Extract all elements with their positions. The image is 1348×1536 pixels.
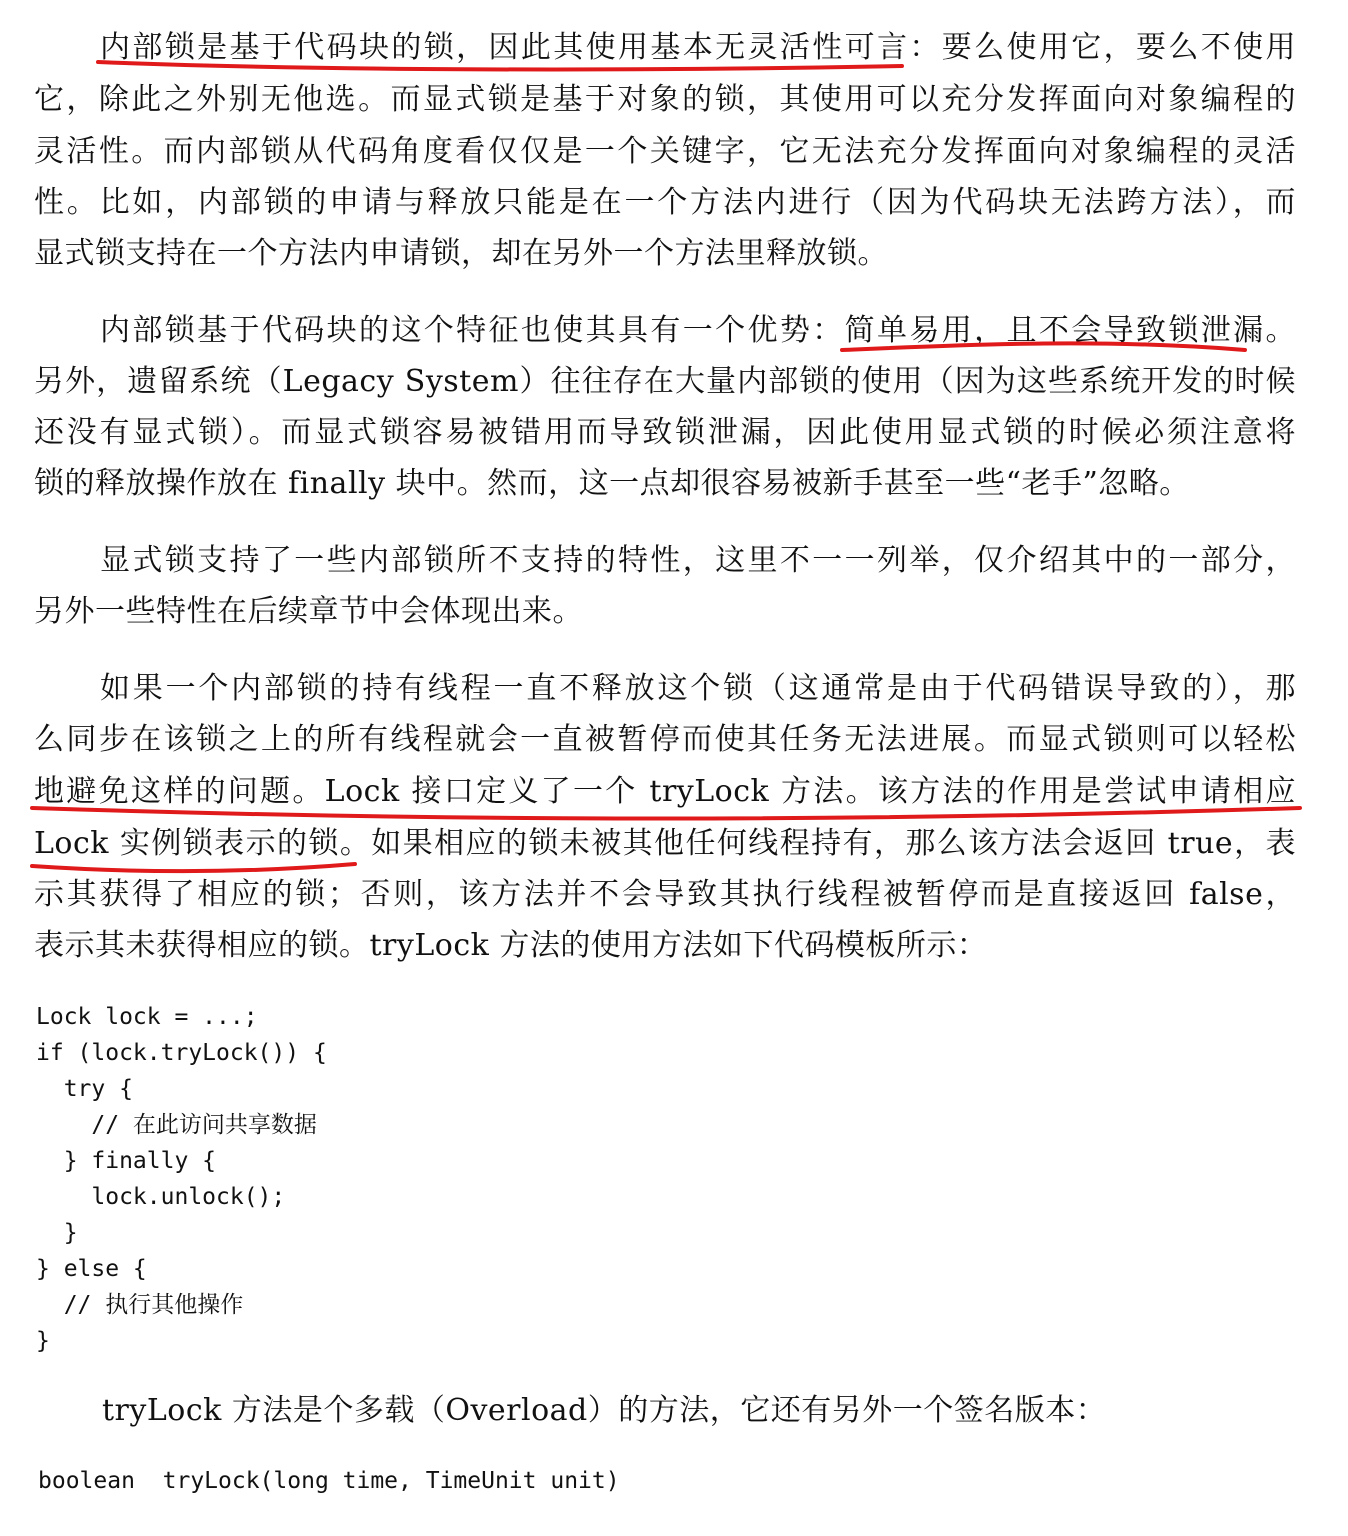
text-line: 显式锁支持了一些内部锁所不支持的特性，这里不一一列举，仅介绍其中的一部分， <box>100 543 1296 578</box>
code-line: if (lock.tryLock()) { <box>36 1040 327 1066</box>
code-signature: boolean tryLock(long time, TimeUnit unit) <box>38 1468 620 1494</box>
text-line: 显式锁支持在一个方法内申请锁，却在另外一个方法里释放锁。 <box>34 236 888 271</box>
text-line: 另外一些特性在后续章节中会体现出来。 <box>34 594 583 629</box>
text-line: 表示其未获得相应的锁。tryLock 方法的使用方法如下代码模板所示： <box>34 928 988 963</box>
text-line: 地避免这样的问题。Lock 接口定义了一个 tryLock 方法。该方法的作用是尝试申请相应 <box>34 774 1296 809</box>
text-line: tryLock 方法是个多载（Overload）的方法，它还有另外一个签名版本： <box>102 1393 1107 1428</box>
code-line: // 在此访问共享数据 <box>36 1112 317 1138</box>
text-line: 另外，遗留系统（Legacy System）往往存在大量内部锁的使用（因为这些系统开发的时候 <box>34 364 1296 399</box>
text-line: 内部锁基于代码块的这个特征也使其具有一个优势：简单易用，且不会导致锁泄漏。 <box>100 313 1296 348</box>
code-line: Lock lock = ...; <box>36 1004 258 1030</box>
text-line: 示其获得了相应的锁；否则，该方法并不会导致其执行线程被暂停而是直接返回 false， <box>34 877 1296 912</box>
text-line: 灵活性。而内部锁从代码角度看仅仅是一个关键字，它无法充分发挥面向对象编程的灵活 <box>34 134 1296 169</box>
text-line: 它，除此之外别无他选。而显式锁是基于对象的锁，其使用可以充分发挥面向对象编程的 <box>34 82 1296 117</box>
code-line: } <box>36 1220 78 1246</box>
code-line: // 执行其他操作 <box>36 1292 244 1318</box>
code-line: lock.unlock(); <box>36 1184 286 1210</box>
code-line: } <box>36 1328 50 1354</box>
code-line: try { <box>36 1076 133 1102</box>
text-line: 如果一个内部锁的持有线程一直不释放这个锁（这通常是由于代码错误导致的），那 <box>100 671 1296 706</box>
red-underline <box>32 864 355 871</box>
text-line: 性。比如，内部锁的申请与释放只能是在一个方法内进行（因为代码块无法跨方法），而 <box>34 185 1296 220</box>
text-line: 内部锁是基于代码块的锁，因此其使用基本无灵活性可言：要么使用它，要么不使用 <box>100 30 1296 65</box>
text-line: Lock 实例锁表示的锁。如果相应的锁未被其他任何线程持有，那么该方法会返回 true，表 <box>34 826 1296 861</box>
text-line: 么同步在该锁之上的所有线程就会一直被暂停而使其任务无法进展。而显式锁则可以轻松 <box>34 722 1296 757</box>
text-line: 锁的释放操作放在 finally 块中。然而，这一点却很容易被新手甚至一些“老手”忽略。 <box>34 466 1190 501</box>
text-line: 还没有显式锁）。而显式锁容易被错用而导致锁泄漏，因此使用显式锁的时候必须注意将 <box>34 415 1296 450</box>
code-line: } finally { <box>36 1148 217 1174</box>
code-line: } else { <box>36 1256 147 1282</box>
